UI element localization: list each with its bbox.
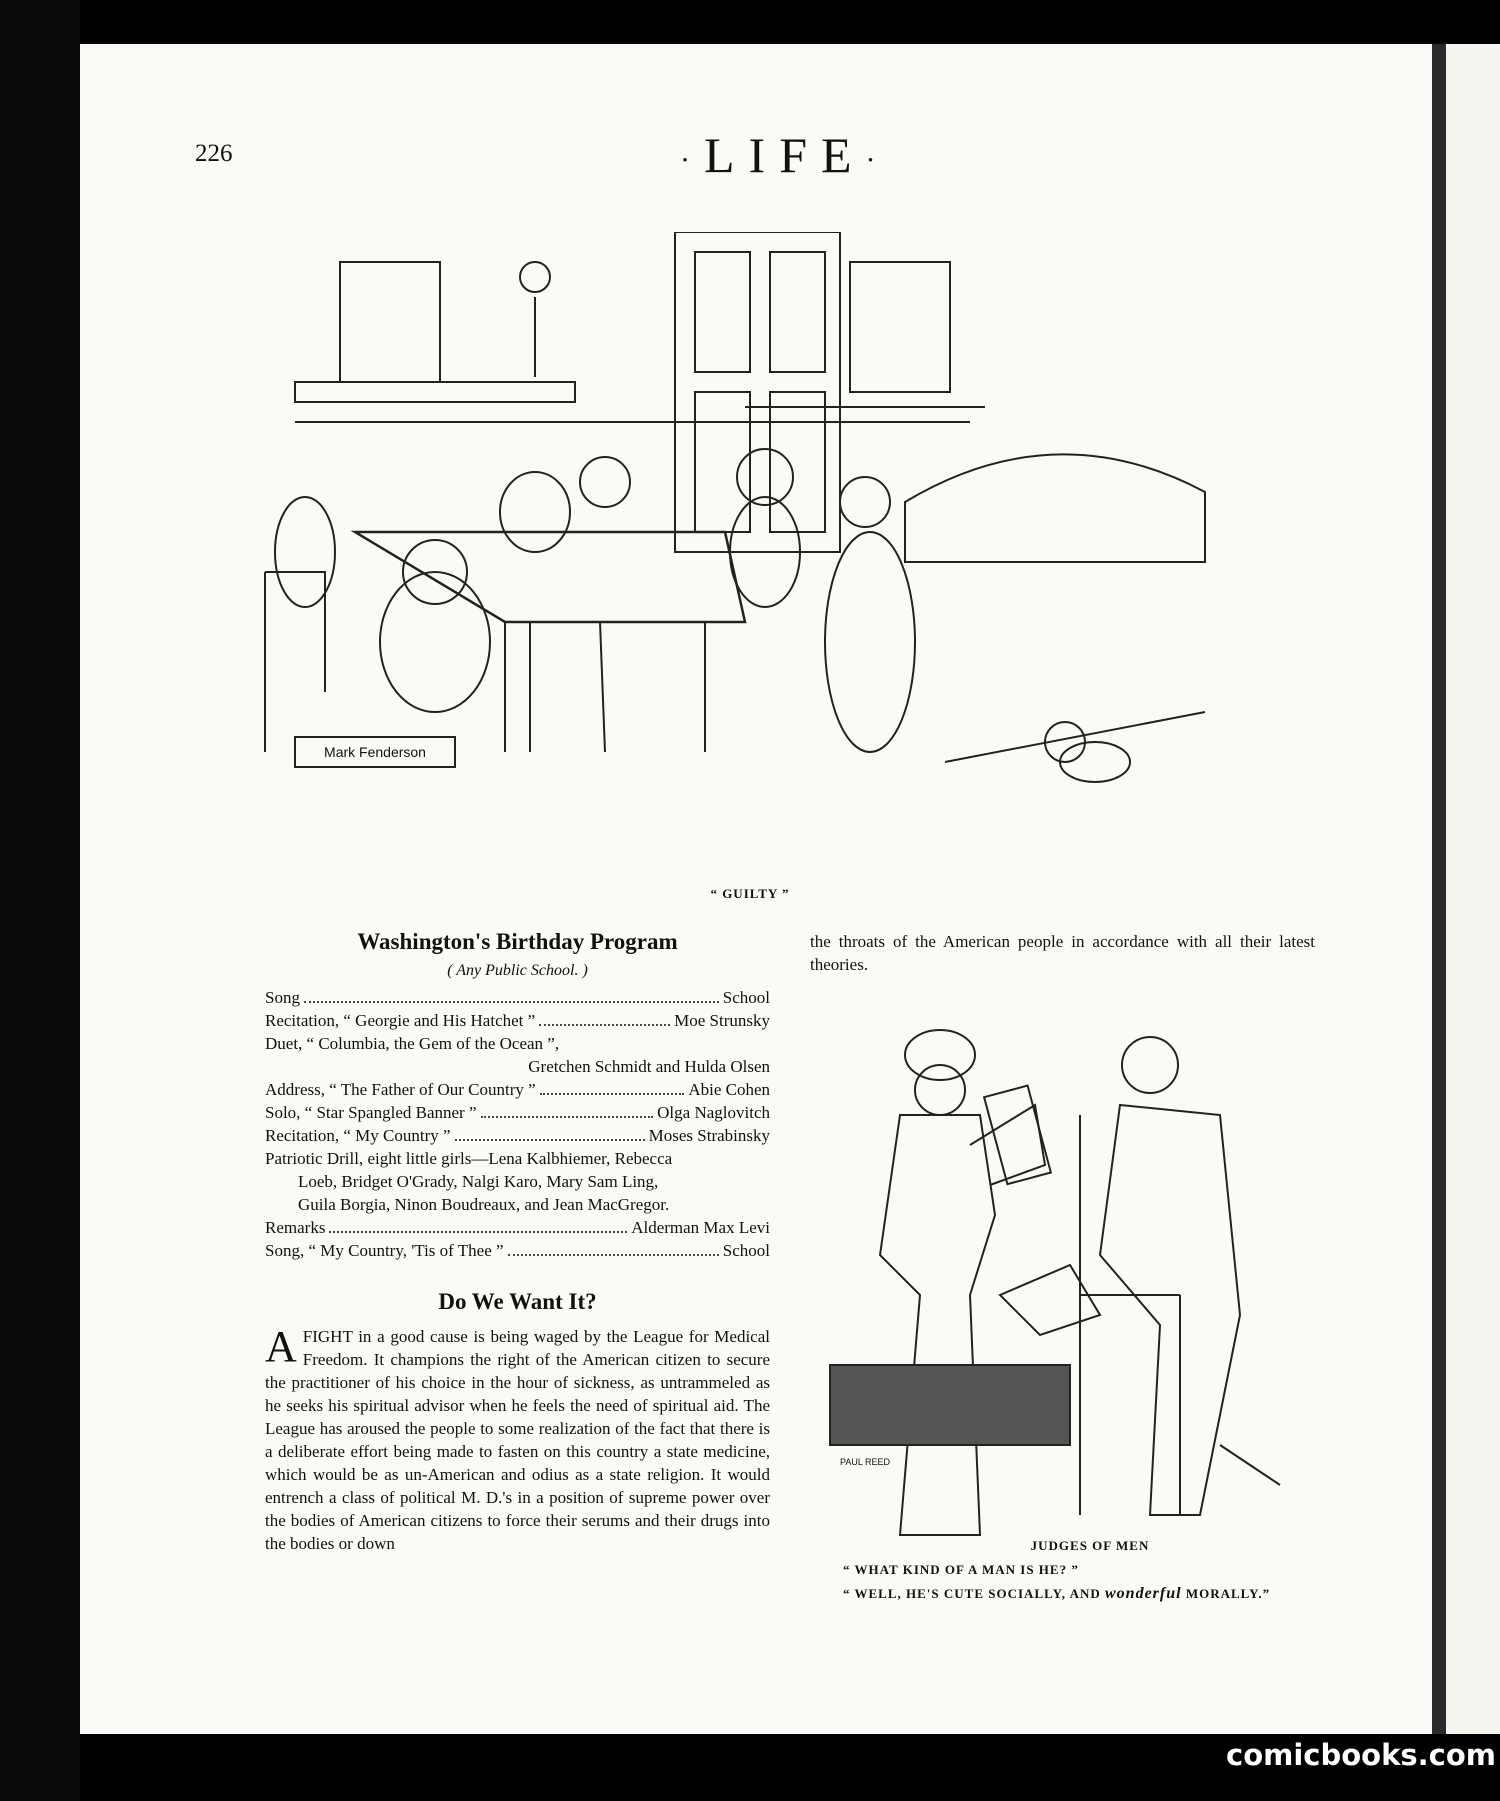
program-line: Remarks Alderman Max Levi	[265, 1218, 770, 1237]
drop-cap: A	[265, 1322, 297, 1371]
article-continuation: the throats of the American people in accordance with all their latest theories.	[810, 932, 1315, 974]
illustration-signature: PAUL REED	[840, 1457, 891, 1467]
illustration-caption-title: JUDGES OF MEN	[1030, 1538, 1150, 1553]
program-line: Address, “ The Father of Our Country ” Abie Cohen	[265, 1080, 770, 1099]
program-list	[265, 986, 770, 1262]
program-line-drill-cont: Guila Borgia, Ninon Boudreaux, and Jean MacGregor.	[298, 1195, 670, 1214]
seated-woman	[1100, 1105, 1240, 1515]
illustration-caption-line2: “ WELL, HE'S CUTE SOCIALLY, AND wonderful MORALLY.”	[843, 1585, 1271, 1602]
hat	[905, 1030, 975, 1080]
masthead: ·LIFE·	[680, 127, 890, 183]
policeman-dog	[825, 532, 915, 752]
cartoon-caption: “ GUILTY ”	[710, 886, 790, 901]
illustration-caption-line1: “ WHAT KIND OF A MAN IS HE? ”	[843, 1562, 1079, 1577]
program-line-drill-cont: Loeb, Bridget O'Grady, Nalgi Karo, Mary Sam Ling,	[298, 1172, 659, 1191]
program-line: Song, “ My Country, 'Tis of Thee ” School	[265, 1241, 770, 1260]
article-body	[265, 1322, 770, 1555]
program-line: Song School	[265, 988, 770, 1007]
program-line: Recitation, “ My Country ” Moses Strabinsky	[265, 1126, 770, 1145]
program-subtitle: ( Any Public School. )	[447, 962, 588, 979]
program-title: Washington's Birthday Program	[357, 929, 678, 954]
paper	[984, 1086, 1051, 1185]
masthead-title: LIFE	[704, 127, 866, 183]
article-text: FIGHT in a good cause is being waged by the League for Medical Freedom. It champions the right of the American citizen to secure the practitioner of his choice in the hour of sickness, as untrammeled as he seeks his spiritual advisor when he feels the need of spiritual aid. The League has aroused the people to some realization of the fact that there is a deliberate effort being made to fasten on this country a state medicine, which would be as un-American and odius as a state religion. It would entrench a class of political M. D.'s in a position of supreme power over the bodies of American citizens to force their serums and their drugs into the bodies or down	[265, 1327, 770, 1553]
page-gutter	[1432, 44, 1446, 1734]
guilty-cartoon-illustration	[205, 232, 1400, 872]
left-column	[265, 930, 770, 1555]
judges-of-men-illustration	[820, 995, 1360, 1545]
page-number: 226	[195, 140, 233, 167]
program-line-continuation: Gretchen Schmidt and Hulda Olsen	[528, 1057, 770, 1076]
portrait-frame-left	[340, 262, 440, 382]
program-line: Solo, “ Star Spangled Banner ” Olga Naglovitch	[265, 1103, 770, 1122]
article-title: Do We Want It?	[438, 1289, 597, 1314]
chair	[1080, 1115, 1180, 1515]
cartoon-signature: Mark Fenderson	[324, 744, 426, 760]
watermark-text: comicbooks.com	[1226, 1738, 1496, 1772]
program-line: Duet, “ Columbia, the Gem of the Ocean ”,	[265, 1034, 560, 1053]
standing-woman	[880, 1115, 995, 1535]
program-line: Recitation, “ Georgie and His Hatchet ” Moe Strunsky	[265, 1011, 770, 1030]
binding-edge	[0, 0, 80, 1801]
program-line-drill: Patriotic Drill, eight little girls—Lena Kalbhiemer, Rebecca	[265, 1149, 673, 1168]
portrait-frame-right	[850, 262, 950, 392]
facing-page-edge	[1446, 44, 1500, 1734]
